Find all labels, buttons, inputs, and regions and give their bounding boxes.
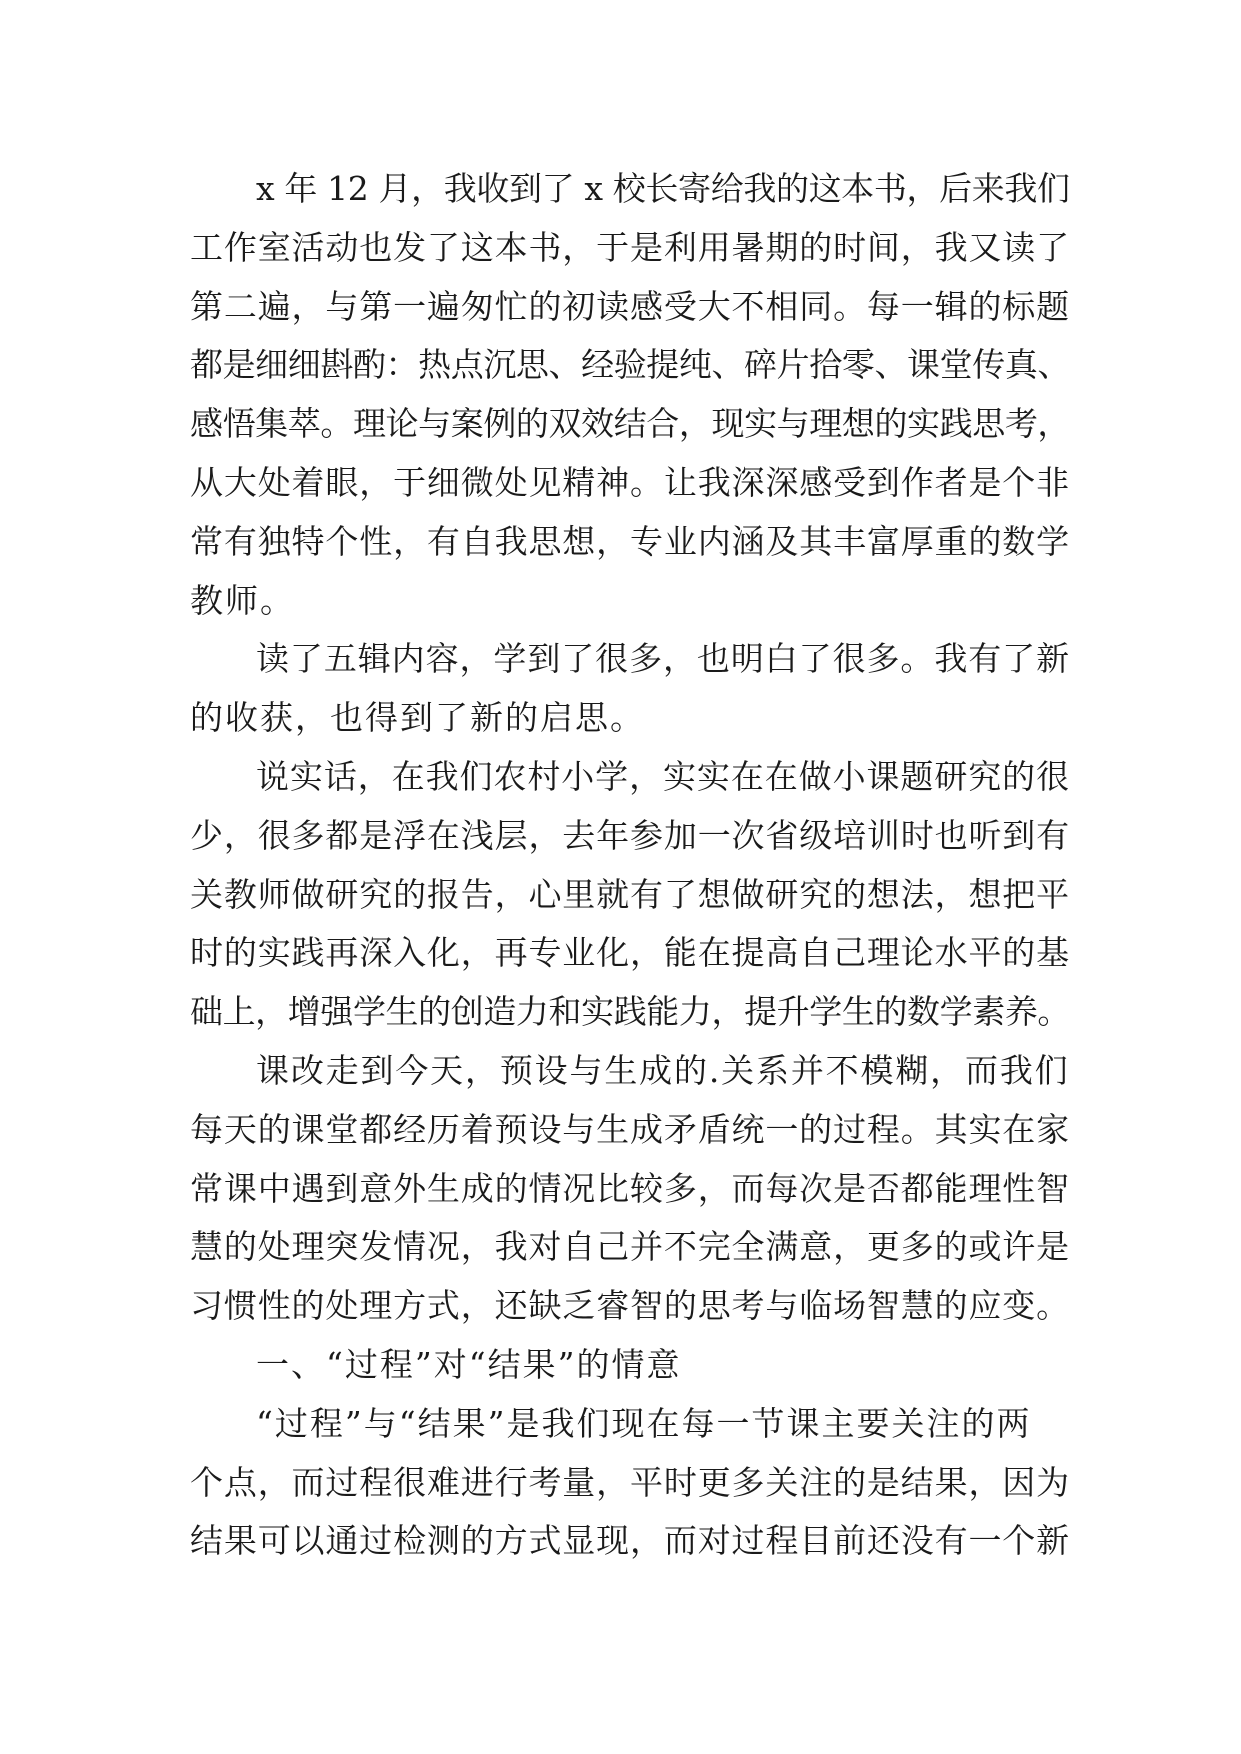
text-line: 结果可以通过检测的方式显现，而对过程目前还没有一个新 (190, 1521, 1070, 1561)
text-line: 础上，增强学生的创造力和实践能力，提升学生的数学素养。 (190, 992, 1071, 1032)
text-line: 从大处着眼，于细微处见精神。让我深深感受到作者是个非 (190, 462, 1070, 502)
text-line: 每天的课堂都经历着预设与生成矛盾统一的过程。其实在家 (190, 1109, 1070, 1149)
text-line: 常有独特个性，有自我思想，专业内涵及其丰富厚重的数学 (190, 521, 1070, 561)
text-line: 关教师做研究的报告，心里就有了想做研究的想法，想把平 (190, 874, 1070, 914)
text-line: 课改走到今天，预设与生成的.关系并不模糊，而我们 (256, 1050, 1070, 1090)
text-line: 第二遍，与第一遍匆忙的初读感受大不相同。每一辑的标题 (190, 286, 1070, 326)
text-line: 说实话，在我们农村小学，实实在在做小课题研究的很 (256, 756, 1070, 796)
text-line: 感悟集萃。理论与案例的双效结合，现实与理想的实践思考， (190, 404, 1071, 444)
text-line: 少，很多都是浮在浅层，去年参加一次省级培训时也听到有 (190, 815, 1070, 855)
text-line: 教师。 (190, 580, 295, 620)
text-line: 都是细细斟酌：热点沉思、经验提纯、碎片拾零、课堂传真、 (190, 345, 1071, 385)
body-text (190, 160, 1071, 1571)
text-line: “过程”与“结果”是我们现在每一节课主要关注的两 (256, 1403, 1032, 1443)
text-line: 读了五辑内容，学到了很多，也明白了很多。我有了新 (256, 639, 1070, 679)
text-line: 慧的处理突发情况，我对自己并不完全满意，更多的或许是 (190, 1227, 1070, 1267)
text-line: 常课中遇到意外生成的情况比较多，而每次是否都能理性智 (190, 1168, 1070, 1208)
text-line: x 年 12 月，我收到了 x 校长寄给我的这本书，后来我们 (256, 169, 1070, 208)
text-line: 时的实践再深入化，再专业化，能在提高自己理论水平的基 (190, 933, 1070, 973)
text-line: 的收获，也得到了新的启思。 (190, 698, 645, 738)
section-heading: 一、“过程”对“结果”的情意 (256, 1344, 682, 1384)
text-line: 工作室活动也发了这本书，于是利用暑期的时间，我又读了 (190, 227, 1070, 267)
text-line: 习惯性的处理方式，还缺乏睿智的思考与临场智慧的应变。 (190, 1286, 1070, 1326)
text-line: 个点，而过程很难进行考量，平时更多关注的是结果，因为 (190, 1462, 1070, 1502)
